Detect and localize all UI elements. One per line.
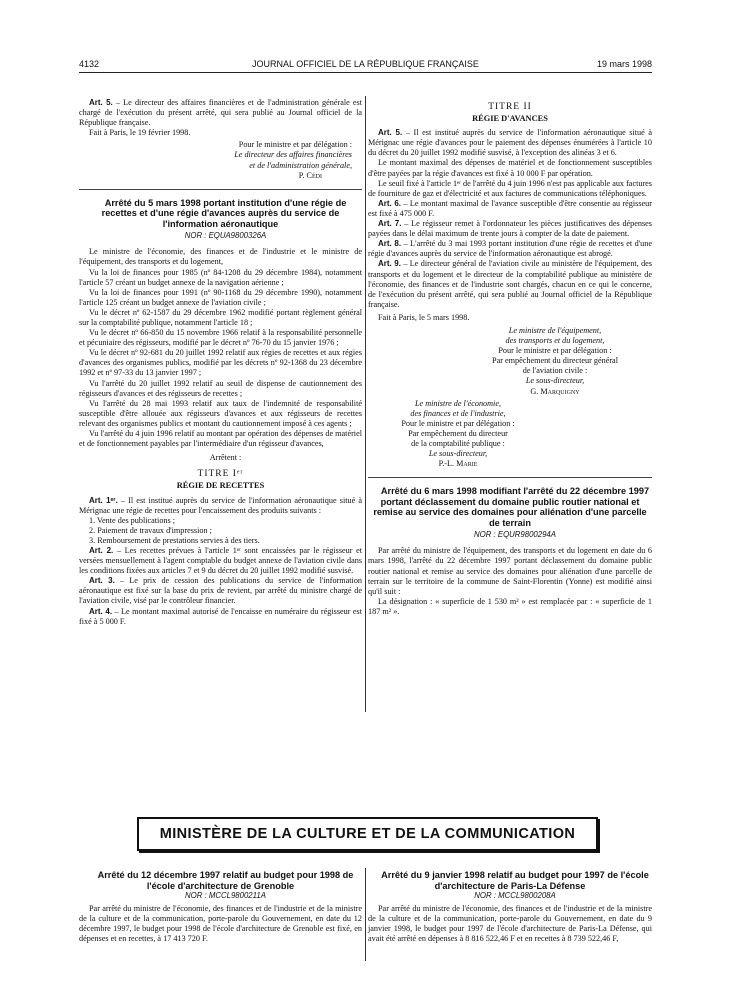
visa: Vu l'arrêté du 28 mai 1993 relatif aux taux de l'indemnité de responsabilité susceptible d'être allouée aux régisseurs d'avances et aux régisseurs de recettes relevant des organismes publics et montant du cautionnement imposé à ces agents ;	[79, 398, 362, 428]
preamble: Le ministre de l'économie, des finances et de l'industrie et le ministre de l'équipement, des transports et du logement,	[79, 247, 362, 267]
titre-2-subtitle: RÉGIE D'AVANCES	[472, 114, 548, 124]
bottom-left-article	[79, 870, 362, 944]
sig-line: de l'aviation civile :	[522, 366, 588, 376]
header-rule	[79, 72, 652, 73]
signature-block-1	[458, 326, 652, 397]
sig-line: de la comptabilité publique :	[411, 439, 505, 448]
article-7: Art. 7. – Le régisseur remet à l'ordonnateur les pièces justificatives des dépenses payées dans le délai maximum de trente jours à compter de la date de paiement.	[368, 219, 652, 239]
sig-line: des finances et de l'industrie,	[410, 408, 506, 418]
paragraph-defense: Par arrêté du ministre de l'économie, des finances et de l'industrie et de la ministre de la culture et de la communication, porte-parole du Gouvernement, en date du 9 janvier 1998, le budget pour 1997 de l'école d'architecture de Paris-La Défense, qui avait été arrêté en dépenses à 8 816 522,46 F et en recettes à 8 739 522,46 F,	[368, 904, 652, 944]
visa: Vu le décret nº 92-681 du 20 juillet 1992 relatif aux régies de recettes et aux régies d'avances des organismes publics, modifié par les décrets nº 92-1368 du 23 décembre 1992 et nº 97-33 du 13 janvier 1997 ;	[79, 348, 362, 378]
signatory-name: G. Marquigny	[530, 386, 580, 396]
signature-block-2	[368, 399, 548, 470]
paragraph-seuil: Le seuil fixé à l'article 1ᵉʳ de l'arrêté du 4 juin 1996 n'est pas applicable aux factures de fourniture de gaz et d'électricité et aux factures de communications téléphoniques.	[368, 178, 652, 198]
visa: Vu le décret nº 66-850 du 15 novembre 1966 relatif à la responsabilité personnelle et pécuniaire des régisseurs, modifié par le décret nº 76-70 du 15 janvier 1976 ;	[79, 328, 362, 348]
arrete-title: Arrêté du 5 mars 1998 portant institution d'une régie de recettes et d'une régie d'avances auprès du service de l'information aéronautique	[101, 197, 347, 229]
fait-a-paris: Fait à Paris, le 19 février 1998.	[89, 128, 191, 138]
arrete-title-defense: Arrêté du 9 janvier 1998 relatif au budget pour 1997 de l'école d'architecture de Paris-La Défense	[381, 870, 649, 891]
paragraph-montant: Le montant maximal des dépenses de matériel et de fonctionnement susceptibles d'être payées par la régie d'avances est fixé à 10 000 F par opération.	[368, 158, 652, 178]
sig-line: et de l'administration générale,	[249, 160, 352, 170]
visa: Vu la loi de finances pour 1985 (nº 84-1208 du 29 décembre 1984), notamment l'article 57 créant un budget annexe de la navigation aérienne ;	[79, 267, 362, 287]
sig-line: Par empêchement du directeur général	[492, 356, 618, 366]
sig-line: Le ministre de l'économie,	[414, 398, 502, 408]
sig-line: Le directeur des affaires financières	[234, 150, 352, 160]
titre-1: TITRE Iᵉʳ	[197, 469, 244, 480]
ministry-title: MINISTÈRE DE LA CULTURE ET DE LA COMMUNICATION	[159, 826, 576, 842]
visa: Vu l'arrêté du 4 juin 1996 relatif au montant par opération des dépenses de matériel et de fonctionnement payables par l'intermédiaire d'un régisseur d'avances,	[79, 429, 362, 449]
fait-a-paris-2: Fait à Paris, le 5 mars 1998.	[378, 312, 470, 322]
list-item: 1. Vente des publications ;	[89, 515, 176, 525]
separator	[79, 189, 362, 190]
nor-reference-grenoble: NOR : MCCL9800211A	[185, 891, 266, 900]
sig-line: Pour le ministre et par délégation :	[401, 418, 515, 428]
signature-block	[79, 140, 362, 180]
sig-line: Par empêchement du directeur	[408, 428, 508, 438]
page-header	[79, 59, 652, 73]
arrete-title-2: Arrêté du 6 mars 1998 modifiant l'arrêté du 22 décembre 1997 portant déclassement du domaine public routier national et remise au service des domaines pour aliénation d'une parcelle de terrain	[373, 486, 650, 528]
signatory-name: P.-L. Marie	[438, 459, 478, 469]
article-1: Art. 1ᵉʳ. – Il est institué auprès du service de l'information aéronautique situé à Mérignac une régie de recettes pour l'encaissement des produits suivants :	[79, 495, 363, 515]
separator	[368, 477, 652, 478]
sig-line: Pour le ministre et par délégation :	[498, 346, 612, 356]
right-column	[368, 98, 652, 617]
sig-line: Le sous-directeur,	[428, 449, 488, 459]
paragraph-designation: La désignation : « superficie de 1 530 m² » est remplacée par : « superficie de 1 187 m² ».	[368, 596, 652, 616]
nor-reference-defense: NOR : MCCL9800208A	[474, 891, 556, 900]
titre-1-subtitle: RÉGIE DE RECETTES	[176, 481, 265, 491]
column-divider	[365, 96, 366, 712]
visa: Vu le décret nº 62-1587 du 29 décembre 1962 modifié portant règlement général sur la comptabilité publique, notamment l'article 18 ;	[79, 307, 362, 327]
nor-reference-2: NOR : EQUR9800294A	[474, 530, 556, 540]
nor-reference: NOR : EQUA9800326A	[184, 231, 267, 241]
article-5-left: Art. 5. – Le directeur des affaires financières et de l'administration générale est chargé de l'exécution du présent arrêté, qui sera publié au Journal officiel de la République française.	[79, 98, 363, 128]
arretent: Arrêtent :	[209, 453, 242, 463]
paragraph-arrete-2: Par arrêté du ministre de l'équipement, des transports et du logement en date du 6 mars 1998, l'arrêté du 22 décembre 1997 portant déclassement du domaine public routier national et remise au service des domaines pour aliénation d'une parcelle de terrain sur le territoire de la commune de Saint-Florentin (Yonne) est modifié ainsi qu'il suit :	[368, 546, 652, 596]
article-6: Art. 6. – Le montant maximal de l'avance susceptible d'être consentie au régisseur est fixé à 475 000 F.	[368, 198, 653, 218]
article-9: Art. 9. – Le directeur général de l'aviation civile au ministère de l'équipement, des transports et du logement et le directeur de la comptabilité publique au ministère de l'économie, des finances et de l'industrie sont chargés, chacun en ce qui le concerne, de l'exécution du présent arrêté, qui sera publié au Journal officiel de la République française.	[368, 259, 653, 309]
signatory-name: P. Cédi	[298, 170, 322, 180]
sig-line: Le ministre de l'équipement,	[508, 325, 602, 335]
sig-line: Pour le ministre et par délégation :	[238, 140, 352, 150]
article-8: Art. 8. – L'arrêté du 3 mai 1993 portant institution d'une régie de recettes et d'une régie d'avances auprès du service de l'information aéronautique est abrogé.	[368, 239, 652, 259]
ministry-banner	[137, 817, 598, 851]
arrete-title-grenoble: Arrêté du 12 décembre 1997 relatif au budget pour 1998 de l'école d'architecture de Grenoble	[97, 870, 354, 891]
sig-line: des transports et du logement,	[505, 336, 605, 346]
article-5-right: Art. 5. – Il est institué auprès du service de l'information aéronautique situé à Mérignac une régie d'avances pour le paiement des dépenses énumérées à l'article 10 du décret du 20 juillet 1992 modifié susvisé, à l'exception des alinéas 3 et 6.	[368, 128, 653, 158]
titre-2: TITRE II	[488, 102, 532, 112]
article-2: Art. 2. – Les recettes prévues à l'article 1ᵉʳ sont encaissées par le régisseur et versées mensuellement à l'agent comptable du budget annexe de l'aviation civile dans les conditions fixées aux articles 7 et 9 du décret du 20 juillet 1992 modifié susvisé.	[79, 545, 363, 576]
journal-title: JOURNAL OFFICIEL DE LA RÉPUBLIQUE FRANÇAISE	[252, 59, 479, 69]
page-number: 4132	[79, 59, 100, 69]
visa: Vu la loi de finances pour 1991 (nº 90-1168 du 29 décembre 1990), notamment l'article 125 créant un budget annexe de l'aviation civile ;	[79, 287, 362, 307]
left-column	[79, 98, 362, 627]
issue-date: 19 mars 1998	[596, 59, 652, 69]
article-3: Art. 3. – Le prix de cession des publications du service de l'information aéronautique est fixé sur la base du prix de revient, par arrêté du ministre chargé de l'aviation civile, visé par le contrôleur financier.	[79, 576, 363, 606]
paragraph-grenoble: Par arrêté du ministre de l'économie, des finances et de l'industrie et de la ministre de la culture et de la communication, porte-parole du Gouvernement, en date du 12 décembre 1997, le budget pour 1998 de l'école d'architecture de Grenoble est fixé, en dépenses et en recettes, à 17 413 720 F.	[79, 904, 362, 944]
visa: Vu l'arrêté du 20 juillet 1992 relatif au seuil de dispense de cautionnement des régisseurs d'avances et des régisseurs de recettes ;	[79, 378, 362, 398]
bottom-right-article	[368, 870, 652, 944]
article-4: Art. 4. – Le montant maximal autorisé de l'encaisse en numéraire du régisseur est fixé à 5 000 F.	[79, 606, 363, 626]
list-item: 3. Remboursement de prestations servies à des tiers.	[89, 535, 260, 545]
column-divider	[365, 868, 366, 961]
list-item: 2. Paiement de travaux d'impression ;	[89, 525, 212, 535]
sig-line: Le sous-directeur,	[525, 376, 585, 386]
